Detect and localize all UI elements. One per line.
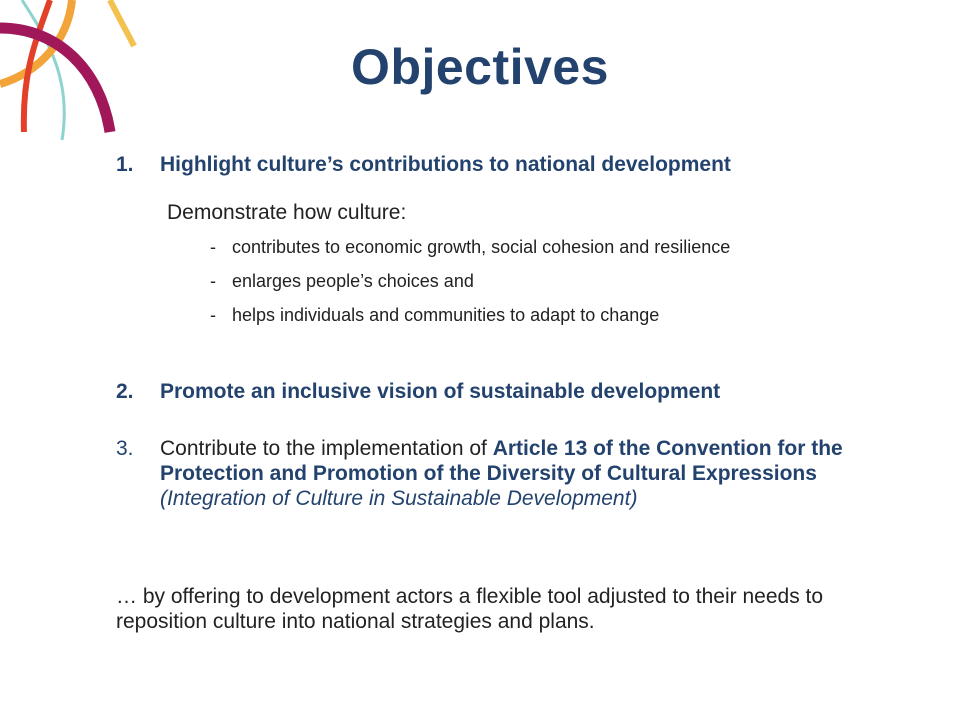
bullet-item (210, 304, 830, 326)
objective-3-note: (Integration of Culture in Sustainable Development) (160, 487, 638, 510)
objective-2-heading (116, 380, 720, 404)
objective-1-heading (116, 153, 731, 177)
objective-1-bullets (210, 236, 830, 326)
objective-3 (116, 436, 876, 511)
objective-1-intro: Demonstrate how culture: (167, 201, 407, 224)
bullet-text: helps individuals and communities to adapt to change (232, 305, 660, 325)
objective-3-number: 3. (116, 437, 134, 460)
slide-title: Objectives (351, 39, 609, 95)
objective-3-article: Article 13 of the Convention for the Protection and Promotion of the Diversity of Cultural Expressions (160, 437, 843, 485)
bullet-item (210, 270, 830, 292)
bullet-text: contributes to economic growth, social cohesion and resilience (232, 237, 731, 257)
objective-1-text: Highlight culture’s contributions to national development (160, 153, 731, 176)
closing-statement: … by offering to development actors a flexible tool adjusted to their needs to reposition culture into national strategies and plans. (116, 585, 824, 633)
bullet-dash: - (210, 305, 216, 325)
objective-2-number: 2. (116, 380, 134, 403)
bullet-dash: - (210, 237, 216, 257)
objective-3-lead: Contribute to the implementation of (160, 437, 493, 460)
bullet-text: enlarges people’s choices and (232, 271, 474, 291)
objective-2-text: Promote an inclusive vision of sustainable development (160, 380, 721, 403)
bullet-dash: - (210, 271, 216, 291)
objective-1-number: 1. (116, 153, 134, 176)
objective-3-text (160, 436, 876, 511)
bullet-item (210, 236, 830, 258)
